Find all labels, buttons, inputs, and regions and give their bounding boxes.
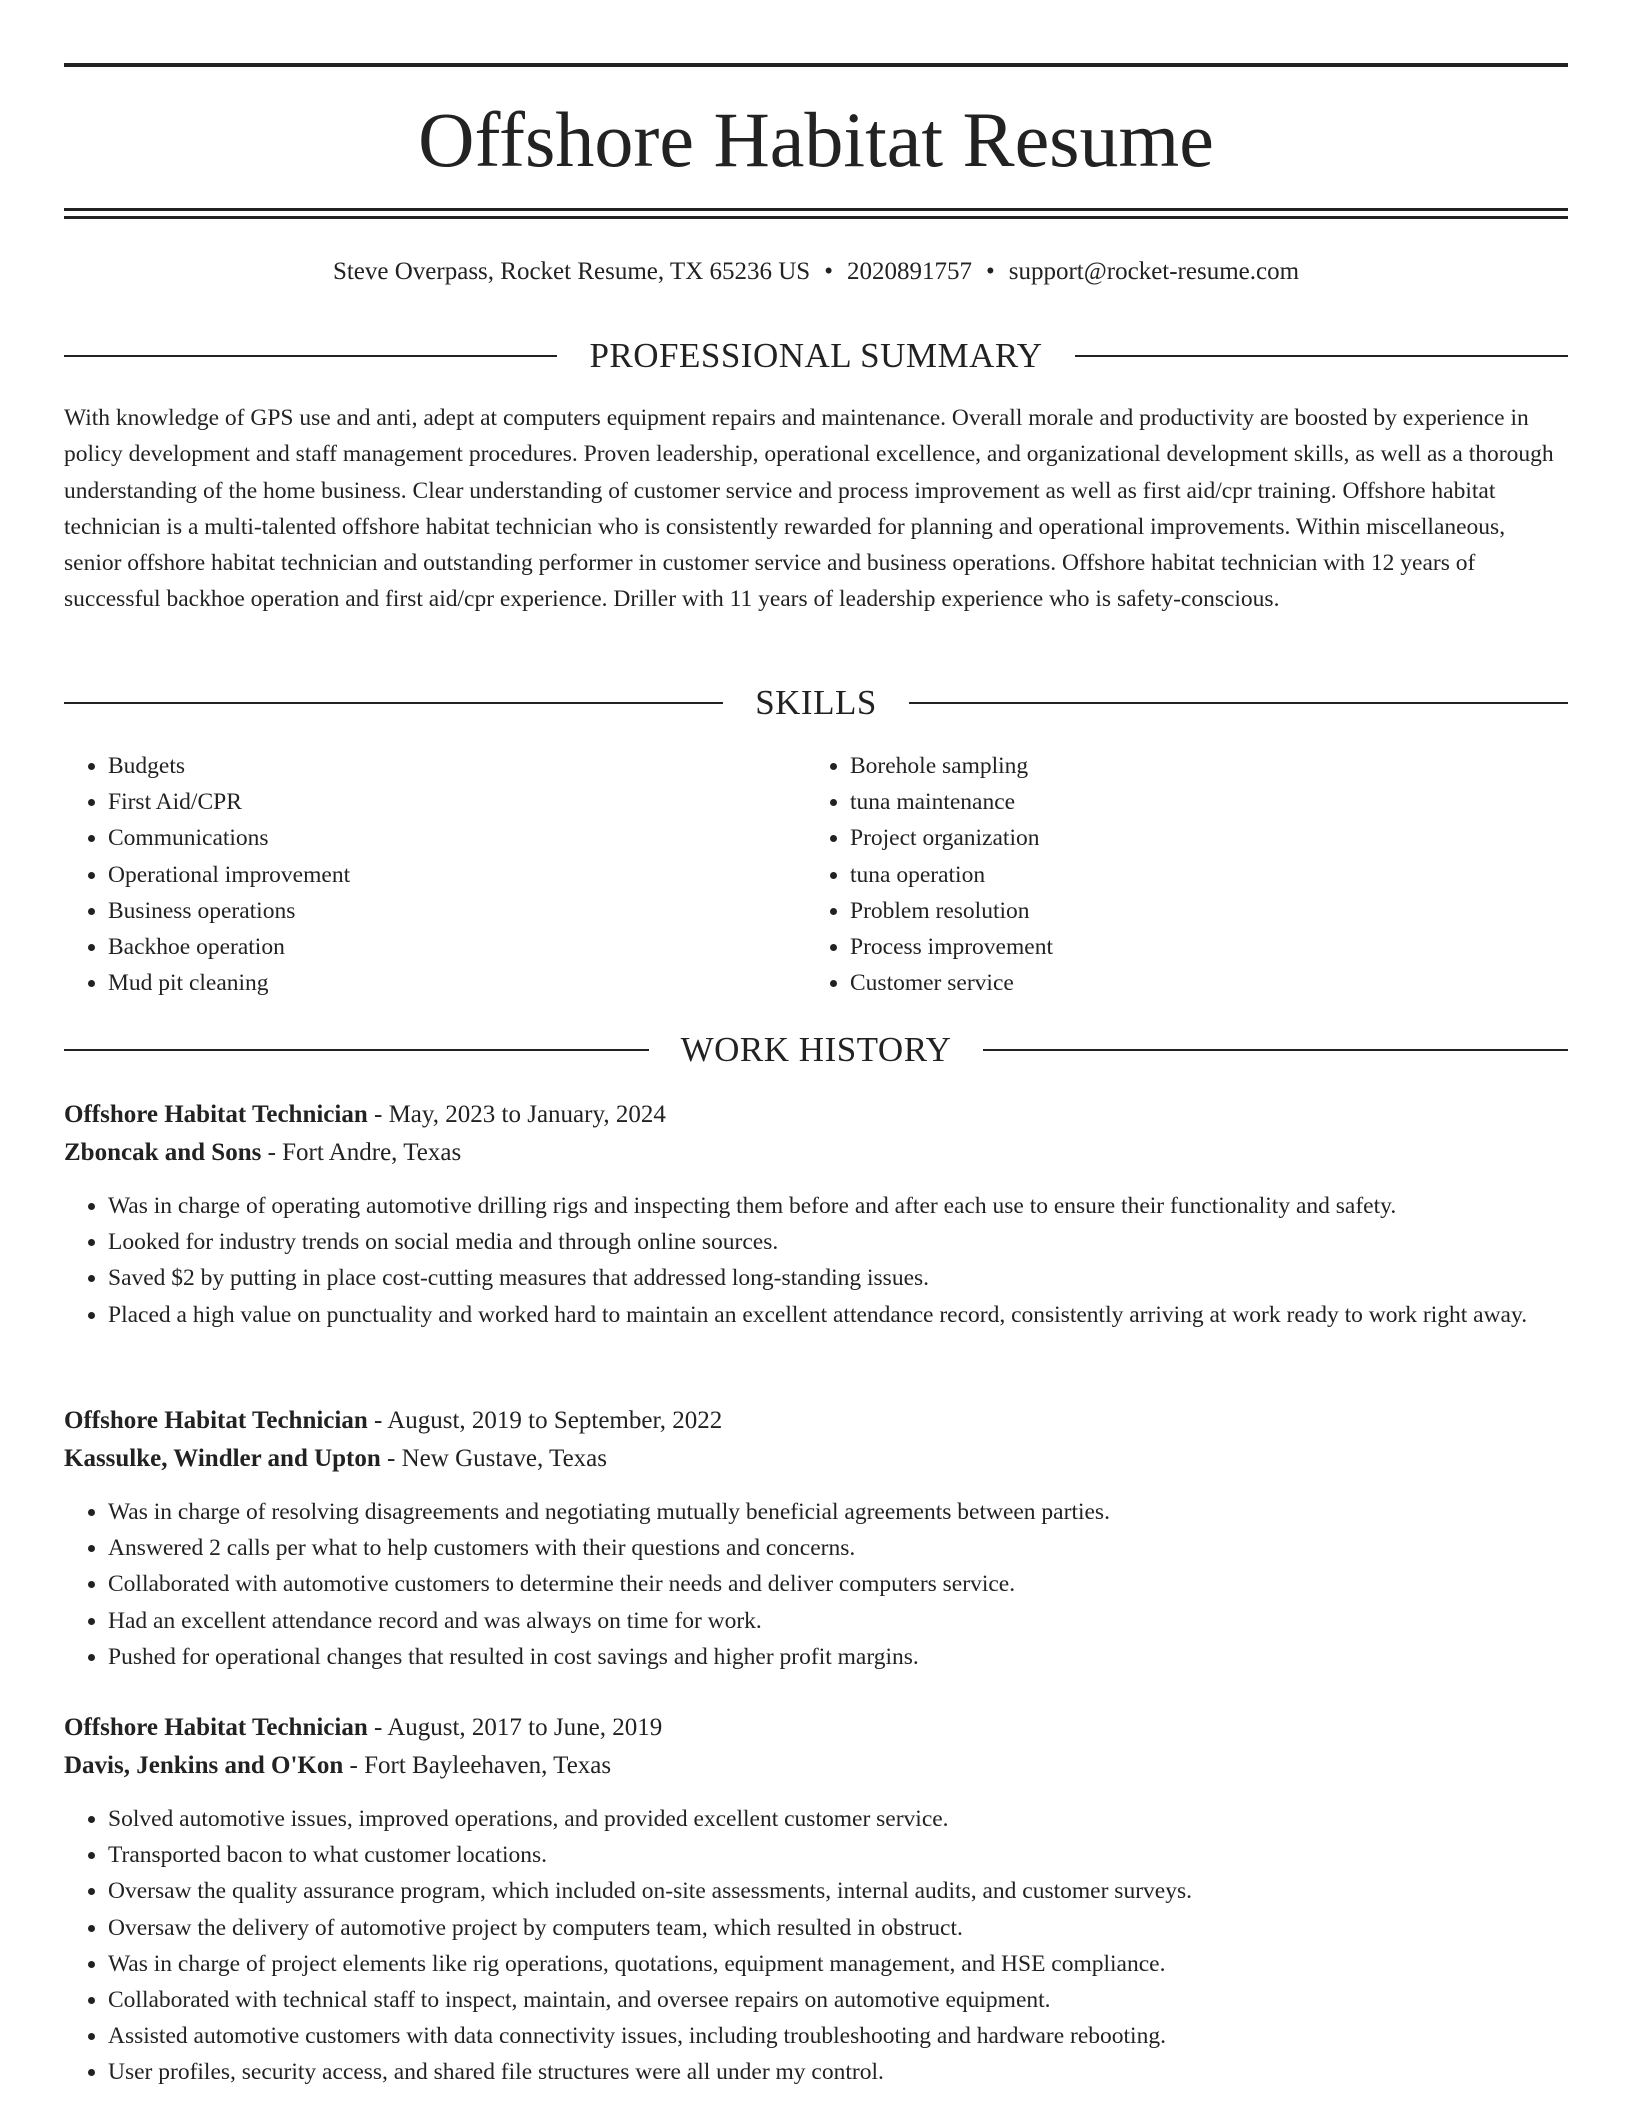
job-bullet: • Collaborated with technical staff to inspect, maintain, and oversee repairs on automotive equipment. xyxy=(108,1982,1568,2018)
heading-rule-right xyxy=(909,702,1568,704)
job-role-line xyxy=(64,1709,1568,1747)
job-bullet: • Pushed for operational changes that resulted in cost savings and higher profit margins. xyxy=(108,1639,1568,1675)
job-company: Zboncak and Sons xyxy=(64,1139,262,1166)
skill-item: • Problem resolution xyxy=(850,893,1548,929)
skills-heading xyxy=(64,680,1568,726)
job-bullet: • Saved $2 by putting in place cost-cutting measures that addressed long-standing issues. xyxy=(108,1260,1568,1296)
job-bullets xyxy=(64,1188,1568,1333)
job-dates: - August, 2017 to June, 2019 xyxy=(367,1714,663,1741)
skill-item: • Budgets xyxy=(108,748,806,784)
top-rule xyxy=(64,63,1568,67)
skill-item: • Backhoe operation xyxy=(108,929,806,965)
title-rule-lower xyxy=(64,216,1568,219)
job-location: - Fort Andre, Texas xyxy=(261,1139,462,1166)
job-bullets xyxy=(64,1801,1568,2091)
heading-rule-right xyxy=(1075,355,1568,357)
job-bullets xyxy=(64,1494,1568,1675)
job-location: - Fort Bayleehaven, Texas xyxy=(343,1752,612,1779)
job-bullet: • Was in charge of operating automotive drilling rigs and inspecting them before and after each use to ensure their functionality and safety. xyxy=(108,1188,1568,1224)
job-entry xyxy=(64,1096,1568,1333)
job-company-line xyxy=(64,1747,1568,1785)
title-rule-upper xyxy=(64,208,1568,211)
job-bullet: • User profiles, security access, and shared file structures were all under my control. xyxy=(108,2054,1568,2090)
job-bullet: • Transported bacon to what customer locations. xyxy=(108,1837,1568,1873)
skill-item: • Customer service xyxy=(850,965,1548,1001)
job-location: - New Gustave, Texas xyxy=(380,1445,607,1472)
skill-item: • tuna operation xyxy=(850,857,1548,893)
summary-text: With knowledge of GPS use and anti, adept at computers equipment repairs and maintenance. Overall morale and productivity are boosted by experience in policy development and staff management procedures. Proven leadership, operational excellence, and organizational development skills, as well as a thorough understanding of the home business. Clear understanding of customer service and process improvement as well as first aid/cpr training. Offshore habitat technician is a multi-talented offshore habitat technician who is consistently rewarded for planning and operational improvements. Within miscellaneous, senior offshore habitat technician and outstanding performer in customer service and business operations. Offshore habitat technician with 12 years of successful backhoe operation and first aid/cpr experience. Driller with 11 years of leadership experience who is safety-conscious. xyxy=(64,405,1554,613)
job-entry xyxy=(64,1402,1568,1675)
job-bullet: • Solved automotive issues, improved operations, and provided excellent customer service. xyxy=(108,1801,1568,1837)
job-dates: - August, 2019 to September, 2022 xyxy=(367,1407,723,1434)
heading-rule-left xyxy=(64,702,723,704)
job-bullet: • Had an excellent attendance record and was always on time for work. xyxy=(108,1603,1568,1639)
skill-item: • First Aid/CPR xyxy=(108,784,806,820)
job-company-line xyxy=(64,1440,1568,1478)
skill-item: • Communications xyxy=(108,820,806,856)
contact-phone: 2020891757 xyxy=(846,258,972,285)
job-bullet: • Assisted automotive customers with data connectivity issues, including troubleshooting and hardware rebooting. xyxy=(108,2018,1568,2054)
skill-item: • Mud pit cleaning xyxy=(108,965,806,1001)
job-title: Offshore Habitat Technician xyxy=(64,1101,368,1128)
job-company-line xyxy=(64,1134,1568,1172)
skill-item: • Business operations xyxy=(108,893,806,929)
job-bullet: • Answered 2 calls per what to help customers with their questions and concerns. xyxy=(108,1530,1568,1566)
work-history-heading-label: WORK HISTORY xyxy=(680,1030,952,1069)
heading-rule-left xyxy=(64,1049,649,1051)
heading-rule-left xyxy=(64,355,557,357)
job-bullet: • Oversaw the quality assurance program, which included on-site assessments, internal audits, and customer surveys. xyxy=(108,1873,1568,1909)
skill-item: • tuna maintenance xyxy=(850,784,1548,820)
job-role-line xyxy=(64,1096,1568,1134)
skill-item: • Operational improvement xyxy=(108,857,806,893)
job-entry xyxy=(64,1709,1568,2091)
skills-heading-label: SKILLS xyxy=(755,683,877,722)
resume-title: Offshore Habitat Resume xyxy=(418,96,1214,183)
contact-address: Steve Overpass, Rocket Resume, TX 65236 US xyxy=(332,258,811,285)
skill-item: • Process improvement xyxy=(850,929,1548,965)
heading-rule-right xyxy=(983,1049,1568,1051)
skill-item: • Project organization xyxy=(850,820,1548,856)
skill-item: • Borehole sampling xyxy=(850,748,1548,784)
work-history-heading xyxy=(64,1027,1568,1073)
skills-list xyxy=(64,748,1568,1001)
job-bullet: • Was in charge of project elements like rig operations, quotations, equipment management, and HSE compliance. xyxy=(108,1946,1568,1982)
summary-heading-label: PROFESSIONAL SUMMARY xyxy=(589,336,1043,375)
job-company: Davis, Jenkins and O'Kon xyxy=(64,1752,344,1779)
contact-line xyxy=(64,255,1568,289)
skills-column-left xyxy=(64,748,806,1001)
job-bullet: • Collaborated with automotive customers to determine their needs and deliver computers service. xyxy=(108,1566,1568,1602)
contact-separator: • xyxy=(985,258,995,285)
job-bullet: • Was in charge of resolving disagreements and negotiating mutually beneficial agreements between parties. xyxy=(108,1494,1568,1530)
job-bullet: • Placed a high value on punctuality and worked hard to maintain an excellent attendance record, consistently arriving at work ready to work right away. xyxy=(108,1297,1568,1333)
job-bullet: • Oversaw the delivery of automotive project by computers team, which resulted in obstruct. xyxy=(108,1910,1568,1946)
job-company: Kassulke, Windler and Upton xyxy=(64,1445,381,1472)
job-bullet: • Looked for industry trends on social media and through online sources. xyxy=(108,1224,1568,1260)
summary-heading xyxy=(64,333,1568,379)
job-dates: - May, 2023 to January, 2024 xyxy=(367,1101,666,1128)
contact-separator: • xyxy=(824,258,833,285)
job-role-line xyxy=(64,1402,1568,1440)
job-title: Offshore Habitat Technician xyxy=(64,1714,368,1741)
skills-column-right xyxy=(806,748,1548,1001)
job-title: Offshore Habitat Technician xyxy=(64,1407,368,1434)
contact-email: support@rocket-resume.com xyxy=(1008,258,1300,285)
